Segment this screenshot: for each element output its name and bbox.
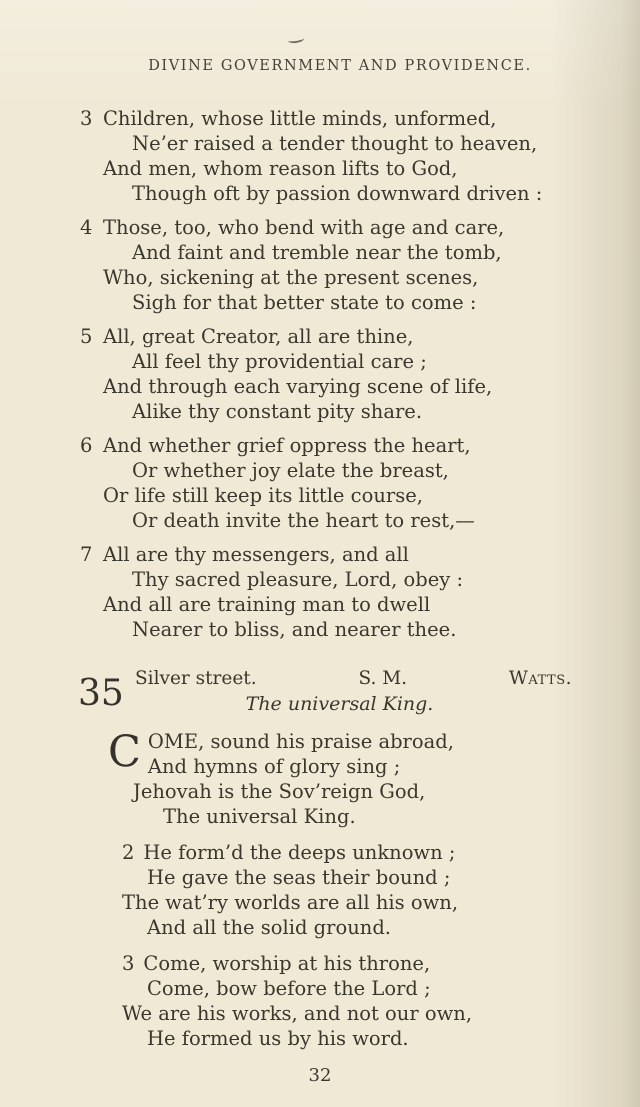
verse-number: 6 — [80, 434, 93, 457]
hymn-head-row — [135, 668, 572, 689]
hymn-verse-3 — [122, 951, 600, 1051]
verse-line: We are his works, and not our own, — [122, 1002, 473, 1025]
verse-line: Who, sickening at the present scenes, — [103, 266, 479, 289]
verse-line: Nearer to bliss, and nearer thee. — [132, 618, 457, 641]
verse-line: All feel thy providential care ; — [132, 350, 427, 373]
verse-line-text: Come, worship at his throne, — [143, 952, 431, 975]
verse-line: The universal King. — [163, 805, 356, 828]
verse-number: 2 — [122, 841, 135, 864]
verse-number: 4 — [80, 216, 93, 239]
verse-line: Alike thy constant pity share. — [132, 400, 423, 423]
verse-line — [122, 951, 600, 976]
verse-line — [122, 840, 600, 865]
tune-name: Silver street. — [135, 668, 257, 689]
page-number: 32 — [308, 1065, 332, 1086]
verse-line: OME, sound his praise abroad, — [147, 730, 454, 753]
hymn-number: 35 — [78, 673, 124, 714]
verse-number: 7 — [80, 543, 93, 566]
verse-line: And faint and tremble near the tomb, — [132, 241, 502, 264]
verse-line: Jehovah is the Sov’reign God, — [133, 780, 426, 803]
verse-line: Though oft by passion downward driven : — [132, 182, 543, 205]
verse-line: And whether grief oppress the heart, — [103, 434, 471, 457]
verse-line: All are thy messengers, and all — [103, 543, 409, 566]
verse-6 — [80, 433, 600, 533]
author-name: Watts. — [508, 668, 572, 689]
hymn-verse-2 — [122, 840, 600, 940]
hymn-heading — [80, 668, 600, 715]
verse-line: And hymns of glory sing ; — [147, 755, 401, 778]
verse-line: Or whether joy elate the breast, — [132, 459, 449, 482]
verse-line: Or life still keep its little course, — [103, 484, 423, 507]
verse-line-text: He form’d the deeps unknown ; — [143, 841, 456, 864]
verse-line: And all the solid ground. — [147, 916, 391, 939]
verse-line: All, great Creator, all are thine, — [103, 325, 414, 348]
verse-line: The wat’ry worlds are all his own, — [122, 891, 459, 914]
verse-line: Sigh for that better state to come : — [132, 291, 477, 314]
running-header: DIVINE GOVERNMENT AND PROVIDENCE. — [148, 58, 532, 74]
verse-7 — [80, 542, 600, 642]
verse-line: Children, whose little minds, unformed, — [103, 107, 497, 130]
verse-4 — [80, 215, 600, 315]
verse-line: And through each varying scene of life, — [103, 375, 493, 398]
verse-line: Thy sacred pleasure, Lord, obey : — [132, 568, 464, 591]
verse-line: Come, bow before the Lord ; — [147, 977, 431, 1000]
hymn-title: The universal King. — [245, 693, 434, 715]
verse-line: Ne’er raised a tender thought to heaven, — [132, 132, 538, 155]
verse-5 — [80, 324, 600, 424]
drop-cap: C — [108, 727, 141, 777]
verse-3 — [80, 106, 600, 206]
verse-number: 3 — [122, 952, 135, 975]
verse-line: Or death invite the heart to rest,— — [132, 509, 475, 532]
verse-number: 3 — [80, 107, 93, 130]
verse-line: And men, whom reason lifts to God, — [103, 157, 458, 180]
verse-line: He formed us by his word. — [147, 1027, 409, 1050]
verse-line: Those, too, who bend with age and care, — [103, 216, 505, 239]
meter: S. M. — [358, 668, 408, 689]
hymn-verse-1 — [108, 729, 600, 829]
verse-number: 5 — [80, 325, 93, 348]
verse-line: He gave the seas their bound ; — [147, 866, 451, 889]
verse-line: And all are training man to dwell — [103, 593, 431, 616]
